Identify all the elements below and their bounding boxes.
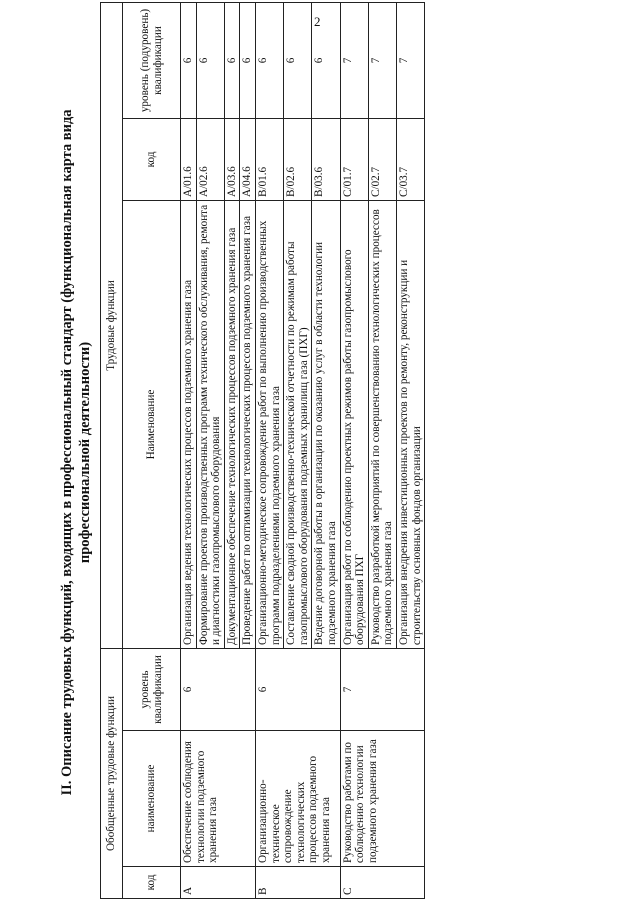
function-level: 6 (181, 3, 197, 119)
function-level: 6 (312, 3, 340, 119)
function-name: Организационно-методическое сопровождение работ по выполнению производственных программ подразделениями подземного хранения газа (255, 201, 283, 649)
function-code: C/03.7 (396, 119, 424, 201)
function-name: Ведение договорной работы в организации по оказанию услуг в области технологии подземного хранения газа (312, 201, 340, 649)
function-name: Организация внедрения инвестиционных проектов по ремонту, реконструкции и строительству основных фондов организации (396, 201, 424, 649)
group-name: Руководство работами по соблюдению технологии подземного хранения газа (340, 731, 425, 867)
function-level: 6 (284, 3, 312, 119)
section-title (58, 10, 94, 895)
header-qual-level: уровень квалификации (123, 649, 181, 731)
function-code: A/04.6 (240, 119, 256, 201)
function-name: Проведение работ по оптимизации технологических процессов подземного хранения газа (240, 201, 256, 649)
function-code: B/02.6 (284, 119, 312, 201)
page-number: 2 (314, 14, 321, 29)
function-code: C/01.7 (340, 119, 368, 201)
function-code: A/03.6 (224, 119, 240, 201)
group-level: 6 (181, 649, 256, 731)
header-code: код (123, 867, 181, 899)
function-code: C/02.7 (368, 119, 396, 201)
function-name: Организация ведения технологических процессов подземного хранения газа (181, 201, 197, 649)
header-sublevel: уровень (подуровень) квалификации (123, 3, 181, 119)
function-level: 7 (340, 3, 368, 119)
header-labor: Трудовые функции (101, 3, 123, 649)
header-generalized: Обобщенные трудовые функции (101, 649, 123, 899)
function-name: Руководство разработкой мероприятий по совершенствованию технологических процессов подземного хранения газа (368, 201, 396, 649)
header-name-upper: Наименование (123, 201, 181, 649)
table-row (340, 3, 368, 899)
function-code: B/03.6 (312, 119, 340, 201)
function-level: 6 (255, 3, 283, 119)
group-code: C (340, 867, 425, 899)
group-name: Организационно-техническое сопровождение технологических процессов подземного хранения газа (255, 731, 340, 867)
group-code: B (255, 867, 340, 899)
function-name: Составление сводной производственно-технической отчетности по режимам работы газопромыслового оборудования подземных хранилищ газа (ПХГ) (284, 201, 312, 649)
function-name: Документационное обеспечение технологических процессов подземного хранения газа (224, 201, 240, 649)
function-level: 6 (224, 3, 240, 119)
function-level: 6 (240, 3, 256, 119)
title-line-1: II. Описание трудовых функций, входящих в профессиональный стандарт (функциональная карта вида (59, 109, 75, 796)
function-code: B/01.6 (255, 119, 283, 201)
function-code: A/02.6 (196, 119, 224, 201)
table-row (181, 3, 197, 899)
group-level: 6 (255, 649, 340, 731)
function-level: 7 (396, 3, 424, 119)
function-level: 6 (196, 3, 224, 119)
functional-map-table (100, 2, 425, 899)
group-level: 7 (340, 649, 425, 731)
title-line-2: профессиональной деятельности) (77, 341, 93, 564)
group-code: A (181, 867, 256, 899)
header-code2: код (123, 119, 181, 201)
function-name: Организация работ по соблюдению проектных режимов работы газопромыслового оборудования ПХГ (340, 201, 368, 649)
table-row (255, 3, 283, 899)
function-code: A/01.6 (181, 119, 197, 201)
function-name: Формирование проектов производственных программ технического обслуживания, ремонта и диагностики газопромыслового оборудования (196, 201, 224, 649)
header-name-lower: наименование (123, 731, 181, 867)
group-name: Обеспечение соблюдения технологии подземного хранения газа (181, 731, 256, 867)
function-level: 7 (368, 3, 396, 119)
